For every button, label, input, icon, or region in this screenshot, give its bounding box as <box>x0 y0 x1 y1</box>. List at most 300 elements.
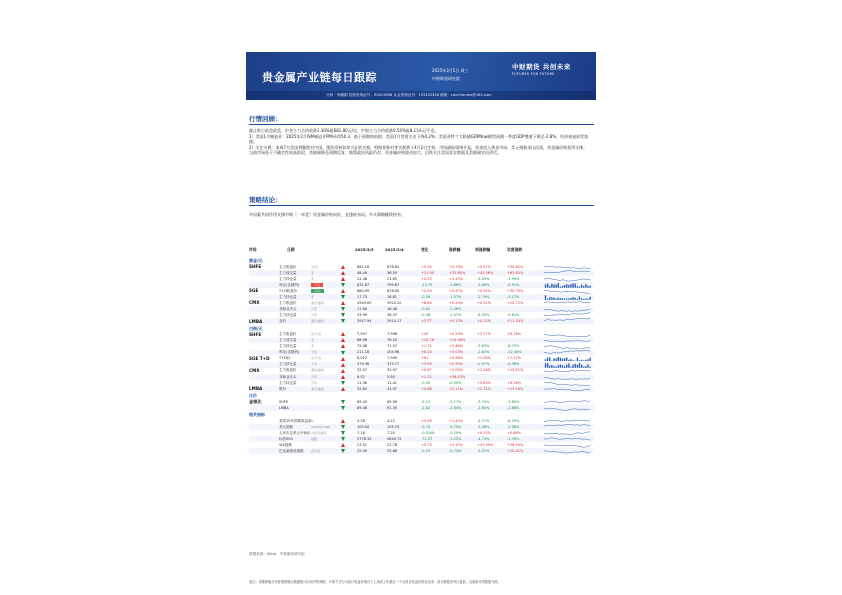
value-change: -71.57 <box>421 436 433 441</box>
row-name: 库存(含期货) <box>279 350 300 355</box>
row-name: 非商业多头 <box>279 307 297 312</box>
unit-tag: 指数 <box>311 436 318 441</box>
value-previous: 799.87 <box>387 282 400 287</box>
table-row <box>249 306 594 312</box>
exchange-label: SGE T+D <box>249 355 270 361</box>
value-change: +8.80 <box>421 300 432 305</box>
table-row <box>249 282 594 288</box>
row-name: 主力持仓量 <box>279 276 297 281</box>
table-row <box>249 276 594 282</box>
value-current: 32.57 <box>357 368 368 373</box>
market-line: 当前市场处于不确定性较高阶段，美联储降息预期反复，地缘政治风险仍存，贵金属价格波动加大，后续关注美国非农数据及美联储官员讲话。 <box>249 150 501 156</box>
pct-week: -4.71% <box>477 418 490 423</box>
pct-change: +0.29% <box>449 300 464 305</box>
pct-year: +0.66% <box>507 430 522 435</box>
up-arrow-icon <box>341 344 345 348</box>
row-name: 美国10年国债收益率 <box>279 418 312 423</box>
pct-week: +0.57% <box>477 264 492 269</box>
pct-change: +0.13% <box>449 319 464 324</box>
strategy-text: 多因素共同作用支撑中期（一年度）贵金属价格向好，宜逢低布局，多头策略继续持有。 <box>249 212 405 217</box>
unit-tag: 千克 <box>311 350 318 355</box>
col-header: 周涨跌幅 <box>475 247 491 252</box>
value-current: 22.38 <box>357 276 368 281</box>
exchange-label: LMBA <box>249 386 263 392</box>
row-name: 主力收盘价 <box>279 368 297 373</box>
pct-week: +3.63% <box>477 380 492 385</box>
spark-line <box>544 425 590 427</box>
exchange-label: 金银比 <box>249 399 262 405</box>
pct-week: +0.35% <box>477 288 492 293</box>
pct-change: +32.85% <box>449 270 466 275</box>
row-name: LMBA <box>279 405 289 410</box>
down-arrow-icon <box>341 313 345 317</box>
value-change: +1.32 <box>421 374 432 379</box>
pct-change: -0.74% <box>449 449 462 454</box>
data-table <box>249 242 594 554</box>
pct-change: +2.46% <box>449 344 464 349</box>
value-previous: 375.77 <box>387 362 400 367</box>
table-header <box>249 242 594 258</box>
unit-tag: 万手 <box>311 313 318 318</box>
header-banner <box>246 52 596 100</box>
value-current: 86.96 <box>357 338 368 343</box>
unit-tag: 手 <box>311 276 315 281</box>
row-name: 主力成交量 <box>279 270 297 275</box>
sparkline <box>543 436 593 442</box>
unit-tag: 千手 <box>311 362 318 367</box>
pct-week: -3.36% <box>477 424 490 429</box>
data-source: 数据来源：Wind、中财期货研究院 <box>249 552 305 556</box>
col-header: 2025/3/5 <box>355 247 374 252</box>
unit-tag: 美元/盎司 <box>311 319 325 324</box>
down-arrow-icon <box>341 351 345 355</box>
value-current: 17.73 <box>357 294 368 299</box>
value-previous: 7.20 <box>387 430 395 435</box>
table-row <box>249 362 594 368</box>
value-current: 17.86 <box>357 307 368 312</box>
value-previous: 7,998 <box>387 332 398 337</box>
pct-change: +0.59% <box>449 332 464 337</box>
up-arrow-icon <box>341 357 345 361</box>
down-arrow-icon <box>341 437 345 441</box>
value-change: +2.49 <box>421 288 432 293</box>
sparkline <box>543 332 593 338</box>
unit-tag: 美元/盎司 <box>311 368 325 373</box>
row-name: 主力收盘价 <box>279 332 297 337</box>
row-name: 主力收盘价 <box>279 300 297 305</box>
pct-change: -0.29% <box>449 430 462 435</box>
table-row <box>249 338 594 344</box>
pct-change: -2.04% <box>449 405 462 410</box>
row-name: 非商业多头 <box>279 374 297 379</box>
sparkline <box>543 430 593 436</box>
sparkline <box>543 300 593 306</box>
sparkline <box>543 306 593 312</box>
table-row <box>249 424 594 430</box>
pct-change: -0.50% <box>449 380 462 385</box>
value-previous: 676.82 <box>387 264 400 269</box>
group-label: 白银/元 <box>249 325 263 331</box>
table-row <box>249 350 594 356</box>
value-current: 211.18 <box>357 350 370 355</box>
value-previous: 5.80 <box>387 374 395 379</box>
table-row <box>249 344 594 350</box>
table-row <box>249 270 594 276</box>
value-current: 32.63 <box>357 386 368 391</box>
value-previous: 105.74 <box>387 424 400 429</box>
value-previous: 71.37 <box>387 344 398 349</box>
sparkline <box>543 380 593 386</box>
sparkline <box>543 405 593 411</box>
value-previous: 31.97 <box>387 386 398 391</box>
up-arrow-icon <box>341 265 345 269</box>
spark-line <box>544 451 590 454</box>
value-previous: 36.37 <box>387 313 398 318</box>
sparkline <box>543 264 593 270</box>
report-org: 中财期货研究院 <box>432 76 460 81</box>
pct-change: +0.95% <box>449 362 464 367</box>
pct-year: +9.16% <box>507 332 522 337</box>
unit-tag: 元/千克 <box>311 356 322 361</box>
spark-line <box>544 319 590 321</box>
pct-change: +3.03% <box>449 350 464 355</box>
pct-year: -5.61% <box>507 313 520 318</box>
pct-year: +30.75% <box>507 288 524 293</box>
spark-line <box>544 420 590 421</box>
value-current: 48.49 <box>357 270 368 275</box>
market-review-text <box>249 128 594 156</box>
down-arrow-icon <box>341 295 345 299</box>
row-name: 库存(含期货) <box>279 282 300 287</box>
spark-line <box>544 345 590 348</box>
value-previous: 36.50 <box>387 270 398 275</box>
up-arrow-icon <box>341 363 345 367</box>
pct-week: -2.79% <box>477 294 490 299</box>
value-current: 105.00 <box>357 424 370 429</box>
table-row <box>249 332 594 338</box>
value-previous: 32.97 <box>387 368 398 373</box>
company-slogan: FUTURES FOR FUTURE <box>512 72 555 76</box>
pct-year: -3.99% <box>507 276 520 281</box>
pct-year: -5.17% <box>507 294 520 299</box>
value-change: -0.13 <box>421 399 431 404</box>
down-arrow-icon <box>341 400 345 404</box>
table-row <box>249 368 594 374</box>
pct-year: -6.36% <box>507 362 520 367</box>
value-change: -0.19 <box>421 449 431 454</box>
table-row <box>249 318 594 324</box>
value-current: 33.99 <box>357 313 368 318</box>
spark-line <box>544 401 590 403</box>
unit-tag: 万手 <box>311 380 318 385</box>
pct-change: +0.37% <box>449 288 464 293</box>
pct-week: +1.09% <box>477 356 492 361</box>
table-row <box>249 430 594 436</box>
row-name: 人民币兑美元中间价 <box>279 430 311 435</box>
up-arrow-icon <box>341 277 345 281</box>
value-change: +0.06 <box>421 418 432 423</box>
section-divider <box>249 205 594 206</box>
pct-week: +0.51% <box>477 300 492 305</box>
unit-tag: - <box>311 405 313 410</box>
author-bar <box>246 91 596 100</box>
value-previous: 21.85 <box>387 276 398 281</box>
unit-tag: % <box>311 418 314 423</box>
spark-line <box>544 438 590 440</box>
sparkline <box>543 356 593 362</box>
value-previous: 7,949 <box>387 356 398 361</box>
up-arrow-icon <box>341 387 345 391</box>
table-row <box>249 380 594 386</box>
row-name: 金价 <box>279 319 286 324</box>
unit-tag: 1973年=100 <box>311 424 330 429</box>
row-name: 美元指数 <box>279 424 293 429</box>
row-name: 主力持仓量 <box>279 344 297 349</box>
pct-year: -1.66% <box>507 405 520 410</box>
unit-tag: 手 <box>311 338 315 343</box>
row-name: 银价 <box>279 386 286 391</box>
table-row <box>249 399 594 405</box>
pct-change: +0.96% <box>449 356 464 361</box>
unit-tag: 手 <box>311 294 315 299</box>
value-current: 680.99 <box>357 288 370 293</box>
value-change: -0.05 <box>421 380 431 385</box>
down-arrow-icon <box>341 319 345 323</box>
pct-year: +30.62% <box>507 264 524 269</box>
up-arrow-icon <box>341 369 345 373</box>
pct-change: -1.07% <box>449 313 462 318</box>
pct-change: +14.06% <box>449 338 466 343</box>
down-arrow-icon <box>341 425 345 429</box>
value-current: 4.28 <box>357 418 365 423</box>
market-review-title: 行情回顾： <box>249 115 282 123</box>
col-header: 2025/3/4 <box>385 247 404 252</box>
pct-week: +0.33% <box>477 430 492 435</box>
market-line: 1）美国1月制造业：2025年2月ISM制造业PMI录得50.3，低于预期和前值；美国1月营建支出下降0.2%；美国亚特兰大联储GDPNow模型预测一季度GDP增速下调至-2.8%，经济衰退担忧加剧。 <box>249 133 589 145</box>
pct-year: -3.60% <box>507 399 520 404</box>
pct-change: +2.05% <box>449 368 464 373</box>
col-header: 市场 <box>249 247 257 252</box>
value-change: +61 <box>421 356 429 361</box>
pct-year: +7.17% <box>507 356 522 361</box>
pct-week: +2.26% <box>477 368 492 373</box>
sparkline <box>543 448 593 454</box>
value-previous: 11.41 <box>387 380 398 385</box>
pct-change: +1.42% <box>449 418 464 423</box>
up-arrow-icon <box>341 271 345 275</box>
sparkline <box>543 282 593 288</box>
down-arrow-icon <box>341 307 345 311</box>
market-line: 截止昨日收盘收盘，沪金主力合约收涨1.30%报681.80元/克，沪银主力合约收涨0.54%报8,114元/千克。 <box>249 128 439 133</box>
row-name: 巴克莱商品指数 <box>279 449 304 454</box>
value-current: 7,997 <box>357 332 368 337</box>
table-row <box>249 442 594 448</box>
pct-change: +2.11% <box>449 386 464 391</box>
sparkline <box>543 424 593 430</box>
spark-line <box>544 278 590 281</box>
value-current: 7.18 <box>357 430 365 435</box>
value-current: 5778.15 <box>357 436 372 441</box>
pct-change: -3.36% <box>449 307 462 312</box>
spark-line <box>544 340 590 341</box>
row-name: 主力成交量 <box>279 338 297 343</box>
pct-week: -5.66% <box>477 282 490 287</box>
pct-week: +0.12% <box>477 319 492 324</box>
value-current: 8,012 <box>357 356 368 361</box>
pct-year: -2.38% <box>507 424 520 429</box>
spark-line <box>544 445 590 447</box>
unit-tag: 元/克 <box>311 264 319 269</box>
value-current: 379.36 <box>357 362 370 367</box>
down-arrow-icon <box>341 449 345 453</box>
sparkline <box>543 374 593 380</box>
value-change: -0.74 <box>421 424 431 429</box>
up-arrow-icon <box>341 289 345 293</box>
pct-year: +13.61% <box>507 368 524 373</box>
table-row <box>249 448 594 454</box>
section-divider <box>249 124 594 125</box>
row-name: 标普500 <box>279 436 293 441</box>
col-header: 日期 <box>287 247 295 252</box>
value-previous: 91.30 <box>387 405 398 410</box>
row-name: 主力收盘价 <box>279 264 297 269</box>
sparkline <box>543 418 593 424</box>
pct-year: +10.72% <box>507 300 524 305</box>
value-current: 25.49 <box>357 449 368 454</box>
pct-week: -3.33% <box>477 399 490 404</box>
unit-tag: 人民币/美元 <box>311 430 328 435</box>
unit-tag: 美元/盎司 <box>311 386 325 391</box>
sparkline <box>543 344 593 350</box>
pct-year: +6.28% <box>507 380 522 385</box>
unit-tag: 手 <box>311 344 315 349</box>
sparkline <box>543 270 593 276</box>
value-previous: 18.81 <box>387 294 398 299</box>
sparkline <box>543 362 593 368</box>
value-current: 6.52 <box>357 374 365 379</box>
pct-year: +11.34% <box>507 319 524 324</box>
value-current: 831.67 <box>357 282 370 287</box>
table-row <box>249 294 594 300</box>
down-arrow-icon <box>341 381 345 385</box>
spark-line <box>544 334 590 336</box>
pct-week: +3.77% <box>477 332 492 337</box>
table-row <box>249 356 594 362</box>
unit-tag: 万手 <box>311 374 318 379</box>
value-previous: 76.20 <box>387 338 398 343</box>
exchange-label: LMBA <box>249 318 263 324</box>
pct-week: -3.63% <box>477 344 490 349</box>
row-name: 主力持仓量 <box>279 313 297 318</box>
sparkline <box>543 386 593 392</box>
spark-line <box>544 302 590 303</box>
value-previous: 678.50 <box>387 288 400 293</box>
value-change: +10.76 <box>421 338 434 343</box>
pct-year: -5.91% <box>507 282 520 287</box>
pct-year: -8.09% <box>507 418 520 423</box>
row-name: T+D收盘价 <box>279 288 298 293</box>
spark-line <box>544 377 590 379</box>
spark-line <box>544 382 590 385</box>
pct-week: -3.31% <box>477 449 490 454</box>
pct-year: +36.45% <box>507 442 524 447</box>
pct-change: +26.43% <box>449 374 466 379</box>
pct-year: +13.16% <box>507 386 524 391</box>
row-name: VIX指数 <box>279 442 292 447</box>
author-info: 分析：李鹏娟 投资咨询证号：Z0013898 从业资格证号：F03102358 邮箱：caicrfutures@163.com <box>326 93 492 97</box>
pct-year: +63.65% <box>507 270 524 275</box>
value-change: +6.20 <box>421 350 432 355</box>
exchange-label: SHFE <box>249 264 262 270</box>
up-arrow-icon <box>341 375 345 379</box>
row-name: 主力持仓量 <box>279 380 297 385</box>
value-current: 89.48 <box>357 405 368 410</box>
pct-change: +3.20% <box>449 442 464 447</box>
value-previous: 5849.72 <box>387 436 402 441</box>
strategy-title: 策略结论： <box>249 196 282 204</box>
value-change: -1.82 <box>421 405 431 410</box>
unit-tag: 元/克 <box>311 289 324 293</box>
table-row <box>249 312 594 318</box>
row-name: 主力持仓量 <box>279 294 297 299</box>
spark-line <box>544 370 590 372</box>
value-current: 23.51 <box>357 442 368 447</box>
unit-tag: 美元/盎司 <box>311 300 325 305</box>
pct-week: -2.64% <box>477 405 490 410</box>
sparkline <box>543 399 593 405</box>
pct-week: +2.71% <box>477 386 492 391</box>
pct-week: -8.29% <box>477 313 490 318</box>
sparkline <box>543 276 593 282</box>
sparkline <box>543 368 593 374</box>
company-logo: 中财期货 共创未来 <box>512 63 571 71</box>
pct-change: +0.79% <box>449 264 464 269</box>
pct-week: -5.43% <box>477 276 490 281</box>
group-label: 黄金/元 <box>249 258 263 263</box>
unit-tag: 百分点 <box>311 449 321 454</box>
value-previous: 18.48 <box>387 307 398 312</box>
unit-tag: 元/千克 <box>311 332 322 337</box>
spark-line <box>544 266 590 269</box>
up-arrow-icon <box>341 419 345 423</box>
col-header: 变化 <box>421 247 429 252</box>
value-change: -13.75 <box>421 282 433 287</box>
up-arrow-icon <box>341 443 345 447</box>
sparkline <box>543 442 593 448</box>
down-arrow-icon <box>341 283 345 287</box>
pct-week: -2.83% <box>477 350 490 355</box>
value-change: +3.77 <box>421 319 432 324</box>
down-arrow-icon <box>341 406 345 410</box>
pct-year: -8.75% <box>507 344 520 349</box>
spark-line <box>544 408 590 410</box>
value-current: 11.36 <box>357 380 368 385</box>
table-row <box>249 300 594 306</box>
up-arrow-icon <box>341 338 345 342</box>
value-current: 72.08 <box>357 344 368 349</box>
col-header: 涨跌幅 <box>449 247 461 252</box>
value-change: -0.0208 <box>421 430 435 435</box>
spark-line <box>544 350 590 353</box>
value-change: -0.28 <box>421 294 431 299</box>
value-change: -0.62 <box>421 307 431 312</box>
pct-week: -4.74% <box>477 436 490 441</box>
pct-change: -1.22% <box>449 436 462 441</box>
value-change: +11.99 <box>421 270 434 275</box>
row-name: T+D价 <box>279 356 291 361</box>
value-change: -0.38 <box>421 313 431 318</box>
pct-week: -0.57% <box>477 362 490 367</box>
